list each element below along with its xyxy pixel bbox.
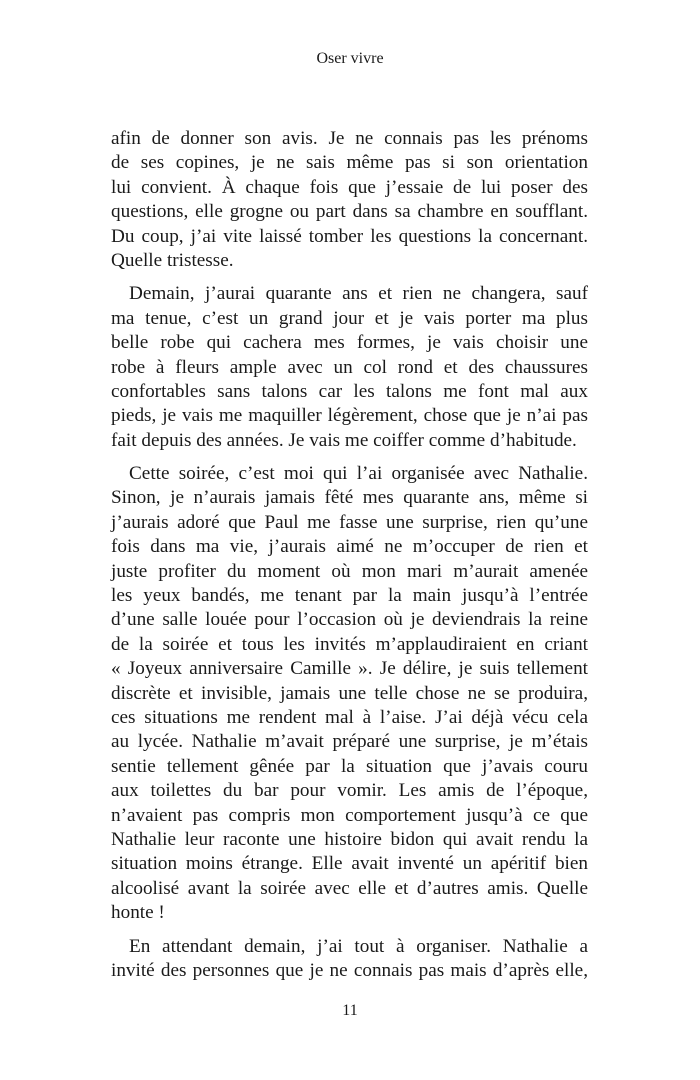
text-line: de la soirée et tous les invités m’applaudiraient en criant bbox=[111, 633, 588, 655]
text-line: de ses copines, je ne sais même pas si son orientation bbox=[111, 152, 588, 174]
text-line: Quelle tristesse. bbox=[111, 249, 234, 271]
paragraph bbox=[111, 127, 588, 273]
running-header: Oser vivre bbox=[316, 50, 384, 67]
text-line: En attendant demain, j’ai tout à organiser. Nathalie a bbox=[129, 935, 588, 957]
text-line: sentie tellement gênée par la situation que j’avais couru bbox=[111, 755, 588, 777]
text-line: aux toilettes du bar pour vomir. Les amis de l’époque, bbox=[111, 780, 588, 802]
paragraph bbox=[111, 935, 588, 984]
text-line: les yeux bandés, me tenant par la main jusqu’à l’entrée bbox=[111, 585, 588, 607]
text-line: lui convient. À chaque fois que j’essaie de lui poser des bbox=[111, 176, 588, 198]
text-line: ma tenue, c’est un grand jour et je vais porter ma plus bbox=[111, 307, 588, 329]
text-line: Nathalie leur raconte une histoire bidon qui avait rendu la bbox=[111, 828, 588, 850]
text-line: ces situations me rendent mal à l’aise. J’ai déjà vécu cela bbox=[111, 706, 588, 728]
text-line: n’avaient pas compris mon comportement jusqu’à ce que bbox=[111, 804, 588, 826]
paragraph bbox=[111, 282, 588, 453]
text-line: Sinon, je n’aurais jamais fêté mes quarante ans, même si bbox=[111, 487, 588, 509]
text-line: belle robe qui cachera mes formes, je vais choisir une bbox=[111, 332, 588, 354]
text-line: juste profiter du moment où mon mari m’aurait amenée bbox=[111, 560, 588, 582]
text-line: situation moins étrange. Elle avait inventé un apéritif bien bbox=[111, 853, 588, 875]
text-line: invité des personnes que je ne connais pas mais d’après elle, bbox=[111, 959, 588, 981]
text-line: pieds, je vais me maquiller légèrement, chose que je n’ai pas bbox=[111, 405, 588, 427]
text-line: au lycée. Nathalie m’avait préparé une surprise, je m’étais bbox=[111, 731, 588, 753]
text-line: robe à fleurs ample avec un col rond et des chaussures bbox=[111, 356, 588, 378]
text-line: « Joyeux anniversaire Camille ». Je délire, je suis tellement bbox=[111, 658, 588, 680]
text-line: confortables sans talons car les talons me font mal aux bbox=[111, 380, 588, 402]
text-line: fois dans ma vie, j’aurais aimé ne m’occuper de rien et bbox=[111, 536, 588, 558]
text-line: j’aurais adoré que Paul me fasse une surprise, rien qu’une bbox=[111, 511, 588, 533]
text-line: questions, elle grogne ou part dans sa chambre en soufflant. bbox=[111, 201, 588, 223]
text-line: Du coup, j’ai vite laissé tomber les questions la concernant. bbox=[111, 225, 588, 247]
text-line: afin de donner son avis. Je ne connais pas les prénoms bbox=[111, 128, 588, 149]
text-line: Cette soirée, c’est moi qui l’ai organisée avec Nathalie. bbox=[129, 463, 588, 485]
text-line: alcoolisé avant la soirée avec elle et d’autres amis. Quelle bbox=[111, 877, 588, 899]
page-body-text bbox=[111, 127, 588, 992]
text-line: honte ! bbox=[111, 902, 165, 924]
text-line: d’une salle louée pour l’occasion où je deviendrais la reine bbox=[111, 609, 588, 631]
page-number: 11 bbox=[342, 1002, 358, 1019]
paragraph bbox=[111, 462, 588, 925]
text-line: fait depuis des années. Je vais me coiffer comme d’habitude. bbox=[111, 429, 577, 451]
text-line: discrète et invisible, jamais une telle chose ne se produira, bbox=[111, 682, 588, 704]
text-line: Demain, j’aurai quarante ans et rien ne changera, sauf bbox=[129, 283, 588, 305]
